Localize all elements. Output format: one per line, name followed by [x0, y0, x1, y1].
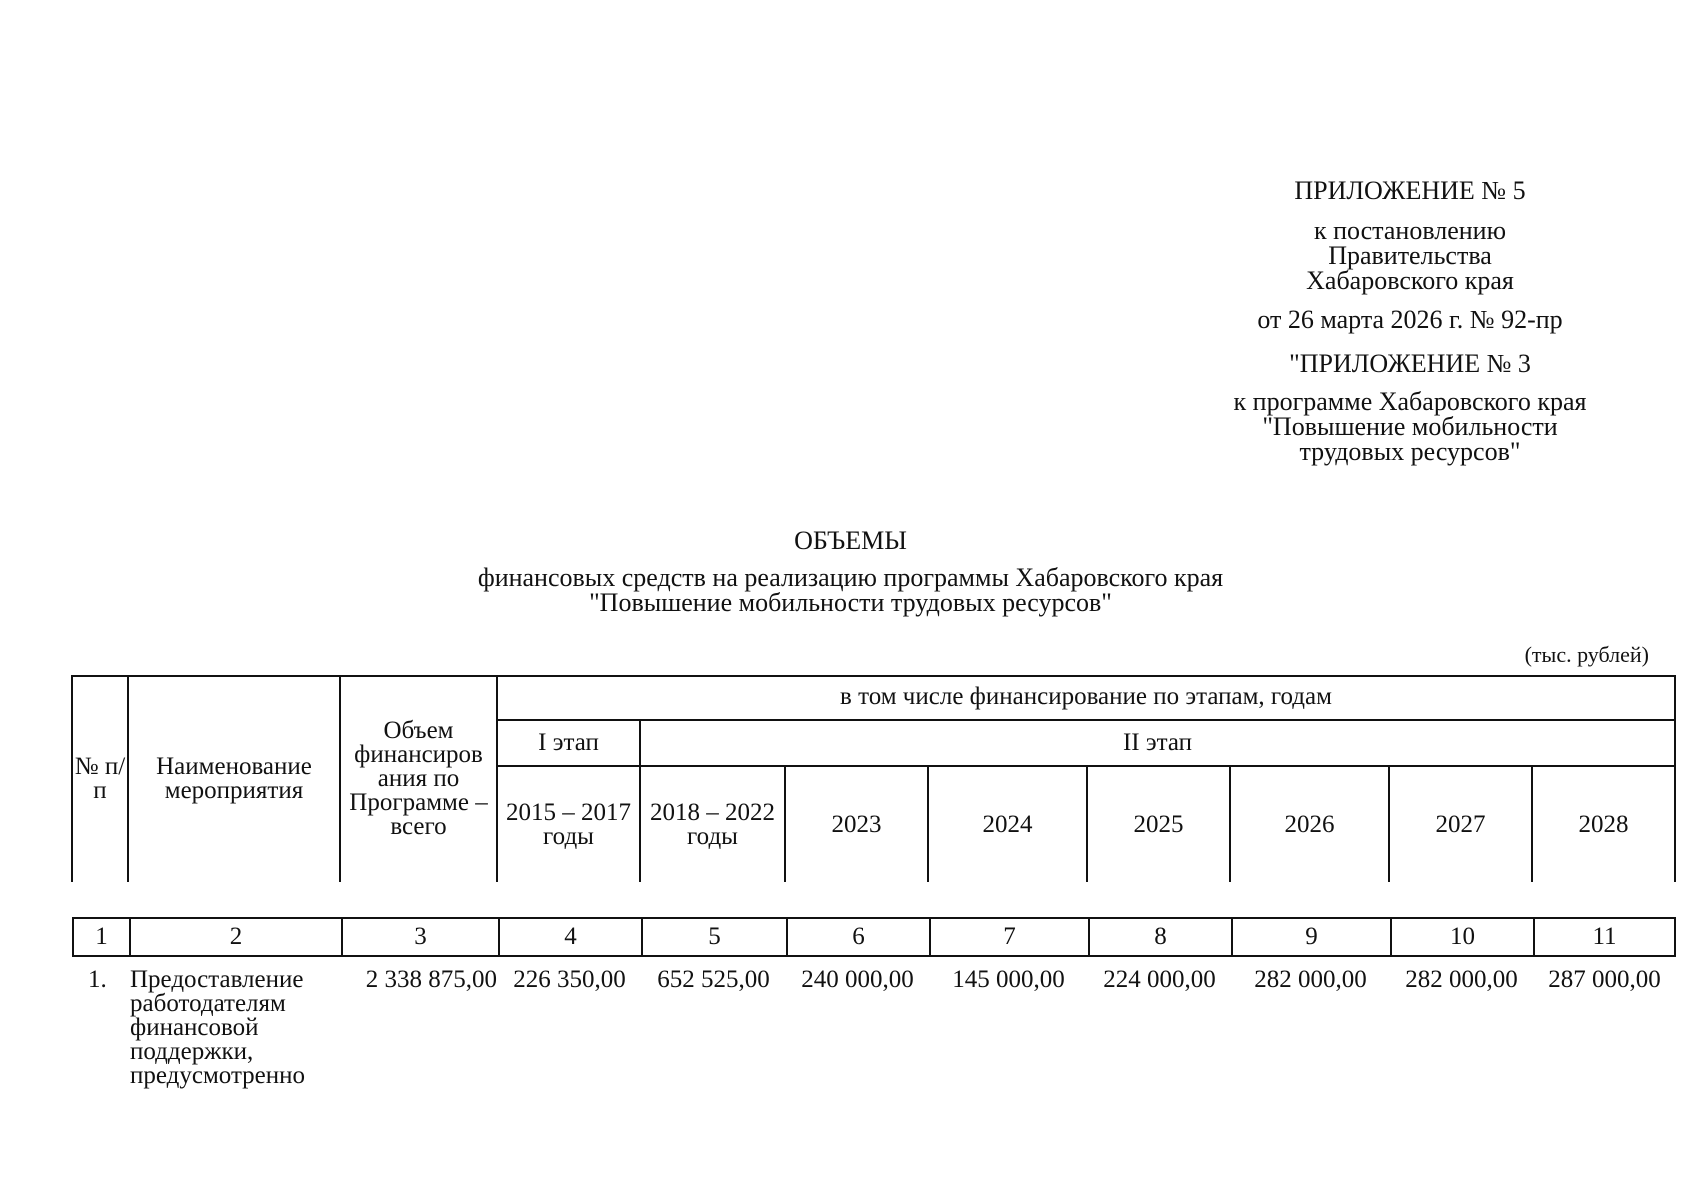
column-number: 6: [786, 919, 929, 955]
document-title: ОБЪЕМЫ: [794, 526, 907, 555]
resolution-line: Хабаровского края: [1306, 266, 1514, 295]
column-number: 5: [641, 919, 786, 955]
row-value: 240 000,00: [801, 966, 914, 993]
row-value: 652 525,00: [657, 966, 770, 993]
col-header-name: Наименование мероприятия: [156, 752, 312, 804]
document-subtitle: финансовых средств на реализацию программы Хабаровского края "Повышение мобильности трудовых ресурсов": [477, 563, 1224, 617]
col-header-stage-1: I этап: [538, 729, 599, 756]
column-number: 11: [1533, 919, 1674, 955]
program-appendix: "ПРИЛОЖЕНИЕ № 3: [1289, 349, 1531, 378]
program-line: трудовых ресурсов": [1299, 437, 1521, 466]
column-number: 1: [95, 923, 108, 950]
column-number: 4: [498, 919, 641, 955]
col-header-total: Объем финансиров ания по Программе – всего: [349, 716, 488, 840]
resolution-reference: [1180, 218, 1640, 293]
col-header-stage-2: II этап: [1122, 729, 1192, 756]
program-line: "Повышение мобильности: [1262, 412, 1558, 441]
col-header-year: 2025: [1133, 810, 1184, 838]
table-header: [71, 675, 1676, 882]
column-number-row: [72, 917, 1676, 957]
row-value: 226 350,00: [513, 966, 626, 993]
column-number: 2: [129, 919, 341, 955]
row-value: 282 000,00: [1405, 966, 1518, 993]
row-value: 145 000,00: [952, 966, 1065, 993]
row-value: 224 000,00: [1103, 966, 1216, 993]
resolution-line: Правительства: [1328, 241, 1492, 270]
row-total: 2 338 875,00: [365, 966, 497, 993]
program-reference: [1170, 389, 1650, 464]
col-header-year: 2023: [831, 810, 882, 838]
resolution-line: к постановлению: [1313, 216, 1507, 245]
col-header-year: 2027: [1435, 810, 1486, 838]
row-name: Предоставление работодателям финансовой поддержки, предусмотренно: [130, 966, 306, 1089]
col-header-year: 2028: [1578, 810, 1629, 838]
column-number: 9: [1231, 919, 1390, 955]
appendix-number: ПРИЛОЖЕНИЕ № 5: [1294, 176, 1526, 205]
column-number: 3: [341, 919, 498, 955]
col-header-number: № п/п: [74, 752, 126, 804]
column-number: 8: [1088, 919, 1231, 955]
col-header-group: в том числе финансирование по этапам, годам: [840, 683, 1332, 710]
row-value: 287 000,00: [1548, 966, 1661, 993]
resolution-date: от 26 марта 2026 г. № 92-пр: [1257, 305, 1563, 334]
col-header-year: 2026: [1284, 810, 1335, 838]
col-header-year: 2018 – 2022 годы: [650, 798, 775, 850]
program-line: к программе Хабаровского края: [1233, 387, 1587, 416]
appendix-heading: [1180, 178, 1640, 203]
row-value: 282 000,00: [1254, 966, 1367, 993]
column-number: 7: [929, 919, 1088, 955]
units-label: (тыс. рублей): [1524, 642, 1649, 667]
column-number: 10: [1390, 919, 1533, 955]
col-header-year: 2024: [982, 810, 1033, 838]
row-number: 1.: [88, 966, 107, 993]
col-header-year: 2015 – 2017 годы: [506, 798, 631, 850]
